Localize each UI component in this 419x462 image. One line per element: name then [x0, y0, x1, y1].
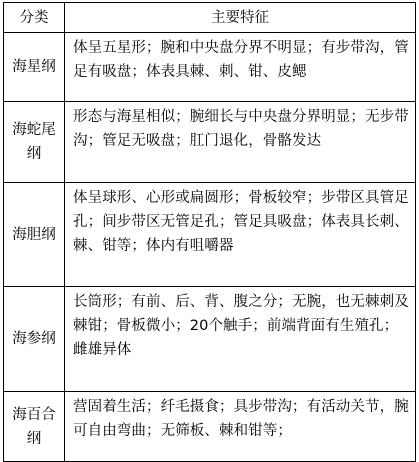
features-cell: 营固着生活；纤毛摄食；具步带沟；有活动关节，腕可自由弯曲；无筛板、棘和钳等；: [65, 392, 416, 462]
table-row: [4, 287, 416, 392]
table-row: [4, 392, 416, 462]
category-label: 海百合纲: [12, 406, 56, 447]
category-cell: [4, 102, 65, 183]
table-row: [4, 102, 416, 183]
category-cell: [4, 287, 65, 392]
features-cell: 体呈球形、心形或扁圆形；骨板较窄；步带区具管足孔；间步带区无管足孔；管足具吸盘；体表具长刺、棘、钳等；体内有咀嚼器: [65, 183, 416, 287]
category-label: 海胆纲: [12, 226, 56, 243]
features-cell: 形态与海星相似；腕细长与中央盘分界明显；无步带沟；管足无吸盘；肛门退化，骨骼发达: [65, 102, 416, 183]
header-category: 分类: [4, 3, 65, 33]
category-label: 海星纲: [12, 59, 56, 75]
features-cell: 体呈五星形；腕和中央盘分界不明显；有步带沟，管足有吸盘；体表具棘、刺、钳、皮鳃: [65, 33, 416, 102]
category-label: 海蛇尾纲: [12, 122, 56, 162]
features-cell: 长筒形；有前、后、背、腹之分；无腕，也无棘刺及棘钳；骨板微小；20个触手；前端背面有生殖孔；雌雄异体: [65, 287, 416, 392]
table-row: [4, 33, 416, 102]
header-features: 主要特征: [65, 3, 416, 33]
category-cell: [4, 33, 65, 102]
category-cell: [4, 183, 65, 287]
table-row: [4, 183, 416, 287]
category-label: 海参纲: [12, 331, 56, 347]
category-cell: [4, 392, 65, 462]
table-header-row: [4, 3, 416, 33]
echinoderm-classification-table: [3, 2, 416, 462]
